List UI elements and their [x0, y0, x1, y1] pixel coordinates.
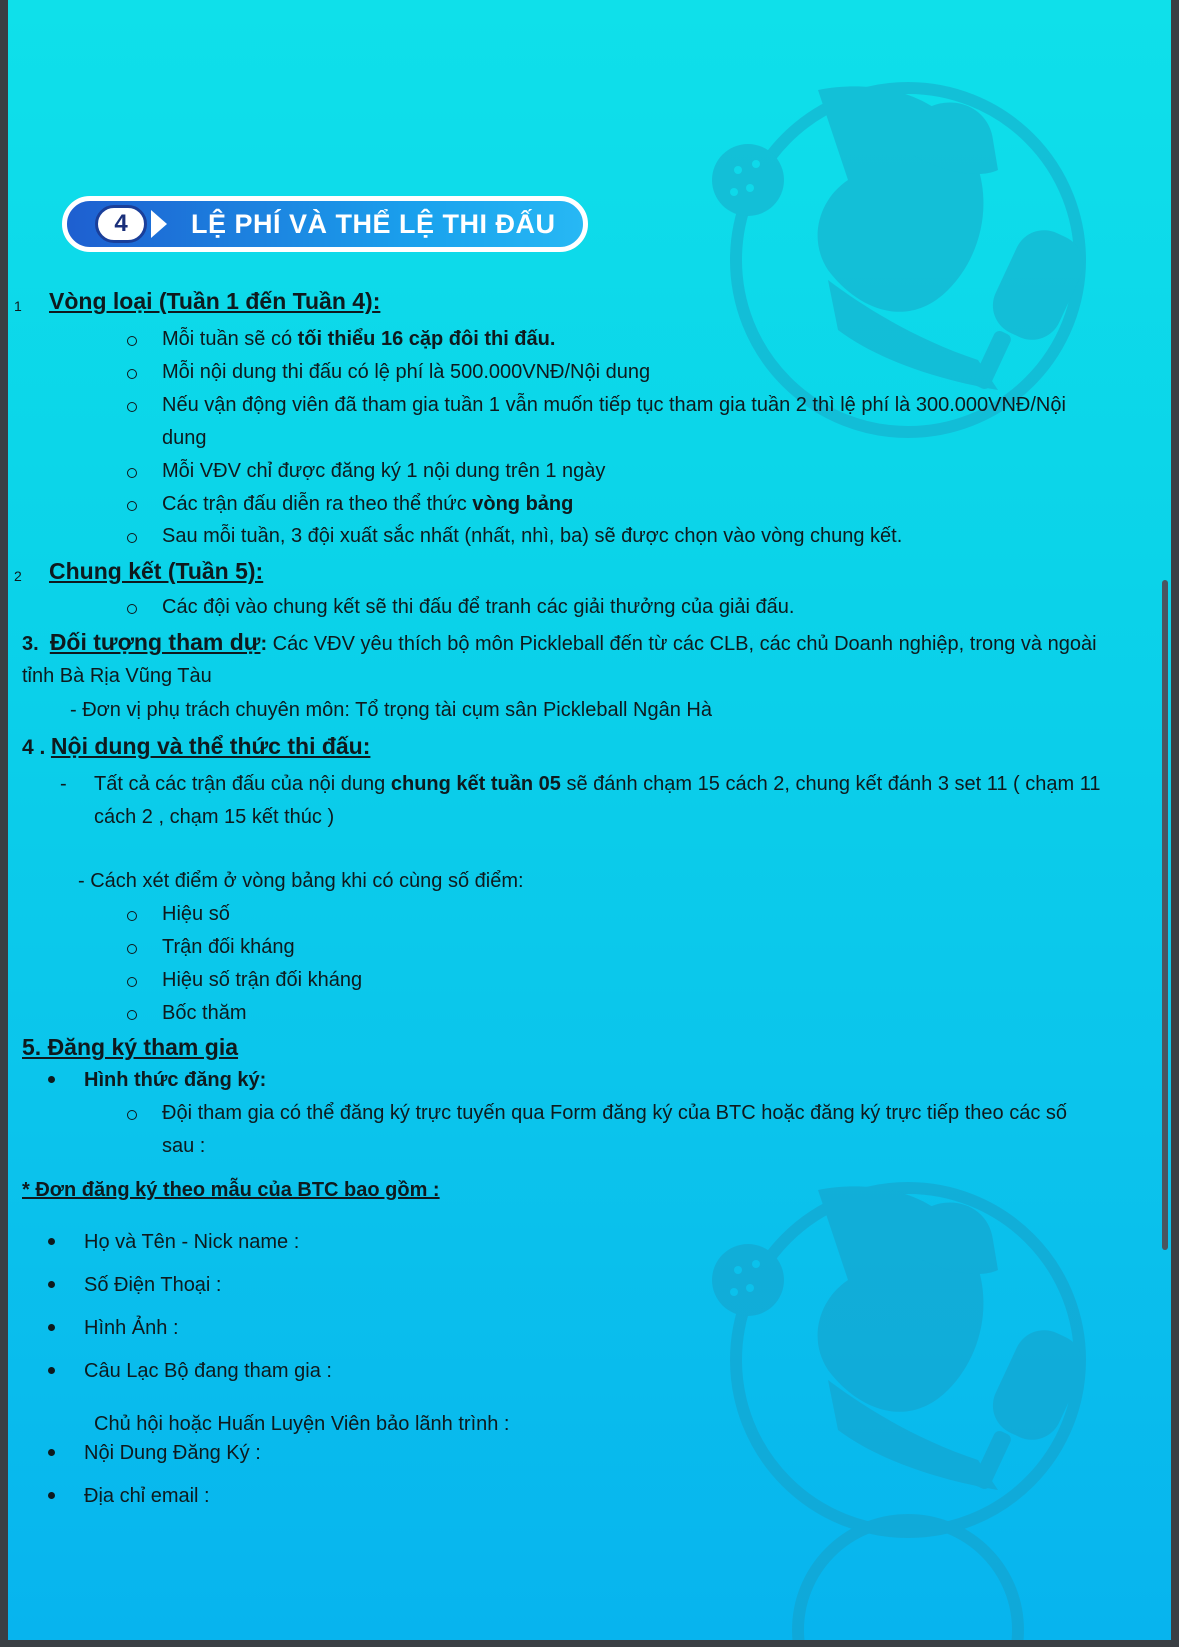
bullet-dot-icon: [48, 1238, 55, 1245]
list-item: Mỗi nội dung thi đấu có lệ phí là 500.000VNĐ/Nội dung: [162, 361, 651, 383]
tiebreak-item: Trận đối kháng: [162, 936, 295, 958]
bullet-circle-icon: [127, 604, 137, 614]
heading-dang-ky: 5. Đăng ký tham gia: [22, 1034, 239, 1060]
scrollbar[interactable]: [1162, 580, 1168, 1250]
section-number: 4: [95, 205, 147, 243]
bullet-circle-icon: [127, 977, 137, 987]
dash-marker: -: [60, 773, 67, 795]
list-item: Sau mỗi tuần, 3 đội xuất sắc nhất (nhất, nhì, ba) sẽ được chọn vào vòng chung kết.: [162, 525, 903, 547]
form-field-event: Nội Dung Đăng Ký :: [84, 1442, 261, 1464]
bullet-circle-icon: [127, 336, 137, 346]
list-item-continued: sau :: [162, 1135, 206, 1157]
bullet-circle-icon: [127, 1110, 137, 1120]
arrow-icon: [151, 210, 167, 238]
document-page: [8, 0, 1171, 1640]
list-number: 1: [14, 298, 22, 314]
section-3-line-continued: tỉnh Bà Rịa Vũng Tàu: [22, 665, 212, 687]
bullet-dot-icon: [48, 1367, 55, 1374]
list-item: Đội tham gia có thể đăng ký trực tuyến qua Form đăng ký của BTC hoặc đăng ký trực tiếp theo các số: [162, 1102, 1068, 1124]
bullet-circle-icon: [127, 944, 137, 954]
bullet-circle-icon: [127, 468, 137, 478]
tiebreak-item: Hiệu số: [162, 903, 230, 925]
bullet-circle-icon: [127, 911, 137, 921]
heading-vong-loai: Vòng loại (Tuần 1 đến Tuần 4):: [49, 288, 381, 314]
bullet-dot-icon: [48, 1281, 55, 1288]
bullet-circle-icon: [127, 369, 137, 379]
form-label: Hình thức đăng ký:: [84, 1069, 267, 1091]
tiebreak-title: - Cách xét điểm ở vòng bảng khi có cùng số điểm:: [78, 870, 524, 892]
heading-chung-ket: Chung kết (Tuần 5):: [49, 558, 264, 584]
list-item: Các trận đấu diễn ra theo thể thức vòng bảng: [162, 493, 574, 515]
form-field-email: Địa chỉ email :: [84, 1485, 210, 1507]
tiebreak-item: Hiệu số trận đối kháng: [162, 969, 363, 991]
bullet-dot-icon: [48, 1324, 55, 1331]
bullet-dot-icon: [48, 1449, 55, 1456]
section-title: LỆ PHÍ VÀ THỂ LỆ THI ĐẤU: [191, 209, 556, 239]
list-number: 2: [14, 568, 22, 584]
list-item: Nếu vận động viên đã tham gia tuần 1 vẫn muốn tiếp tục tham gia tuần 2 thì lệ phí là 300.000VNĐ/Nội: [162, 394, 1066, 416]
list-item-continued: dung: [162, 427, 207, 449]
form-field-sponsor-note: Chủ hội hoặc Huấn Luyện Viên bảo lãnh trình :: [94, 1413, 510, 1435]
bullet-circle-icon: [127, 501, 137, 511]
bullet-circle-icon: [127, 533, 137, 543]
tiebreak-item: Bốc thăm: [162, 1002, 247, 1024]
form-heading: * Đơn đăng ký theo mẫu của BTC bao gồm :: [22, 1179, 440, 1201]
form-field-club: Câu Lạc Bộ đang tham gia :: [84, 1360, 332, 1382]
list-item-continued: cách 2 , chạm 15 kết thúc ): [94, 806, 335, 828]
bullet-circle-icon: [127, 1010, 137, 1020]
form-field-name: Họ và Tên - Nick name :: [84, 1231, 300, 1253]
section-4-heading-line: 4 . Nội dung và thể thức thi đấu:: [22, 733, 371, 759]
section-3-line: 3. Đối tượng tham dự: Các VĐV yêu thích bộ môn Pickleball đến từ các CLB, các chủ Doanh nghiệp, trong và ngoài: [22, 629, 1097, 655]
list-item: Các đội vào chung kết sẽ thi đấu để tranh các giải thưởng của giải đấu.: [162, 596, 795, 618]
list-item: Tất cả các trận đấu của nội dung chung kết tuần 05 sẽ đánh chạm 15 cách 2, chung kết đánh 3 set 11 ( chạm 11: [94, 773, 1101, 795]
pickleball-player-watermark-bottom: [698, 1160, 1098, 1640]
bullet-dot-icon: [48, 1076, 55, 1083]
bullet-circle-icon: [127, 402, 137, 412]
list-item: Mỗi tuần sẽ có tối thiểu 16 cặp đôi thi đấu.: [162, 328, 556, 350]
bullet-dot-icon: [48, 1492, 55, 1499]
section-header: [62, 196, 588, 252]
form-field-photo: Hình Ảnh :: [84, 1317, 179, 1339]
form-field-phone: Số Điện Thoại :: [84, 1274, 222, 1296]
section-3-sub: - Đơn vị phụ trách chuyên môn: Tổ trọng tài cụm sân Pickleball Ngân Hà: [70, 699, 712, 721]
list-item: Mỗi VĐV chỉ được đăng ký 1 nội dung trên 1 ngày: [162, 460, 606, 482]
